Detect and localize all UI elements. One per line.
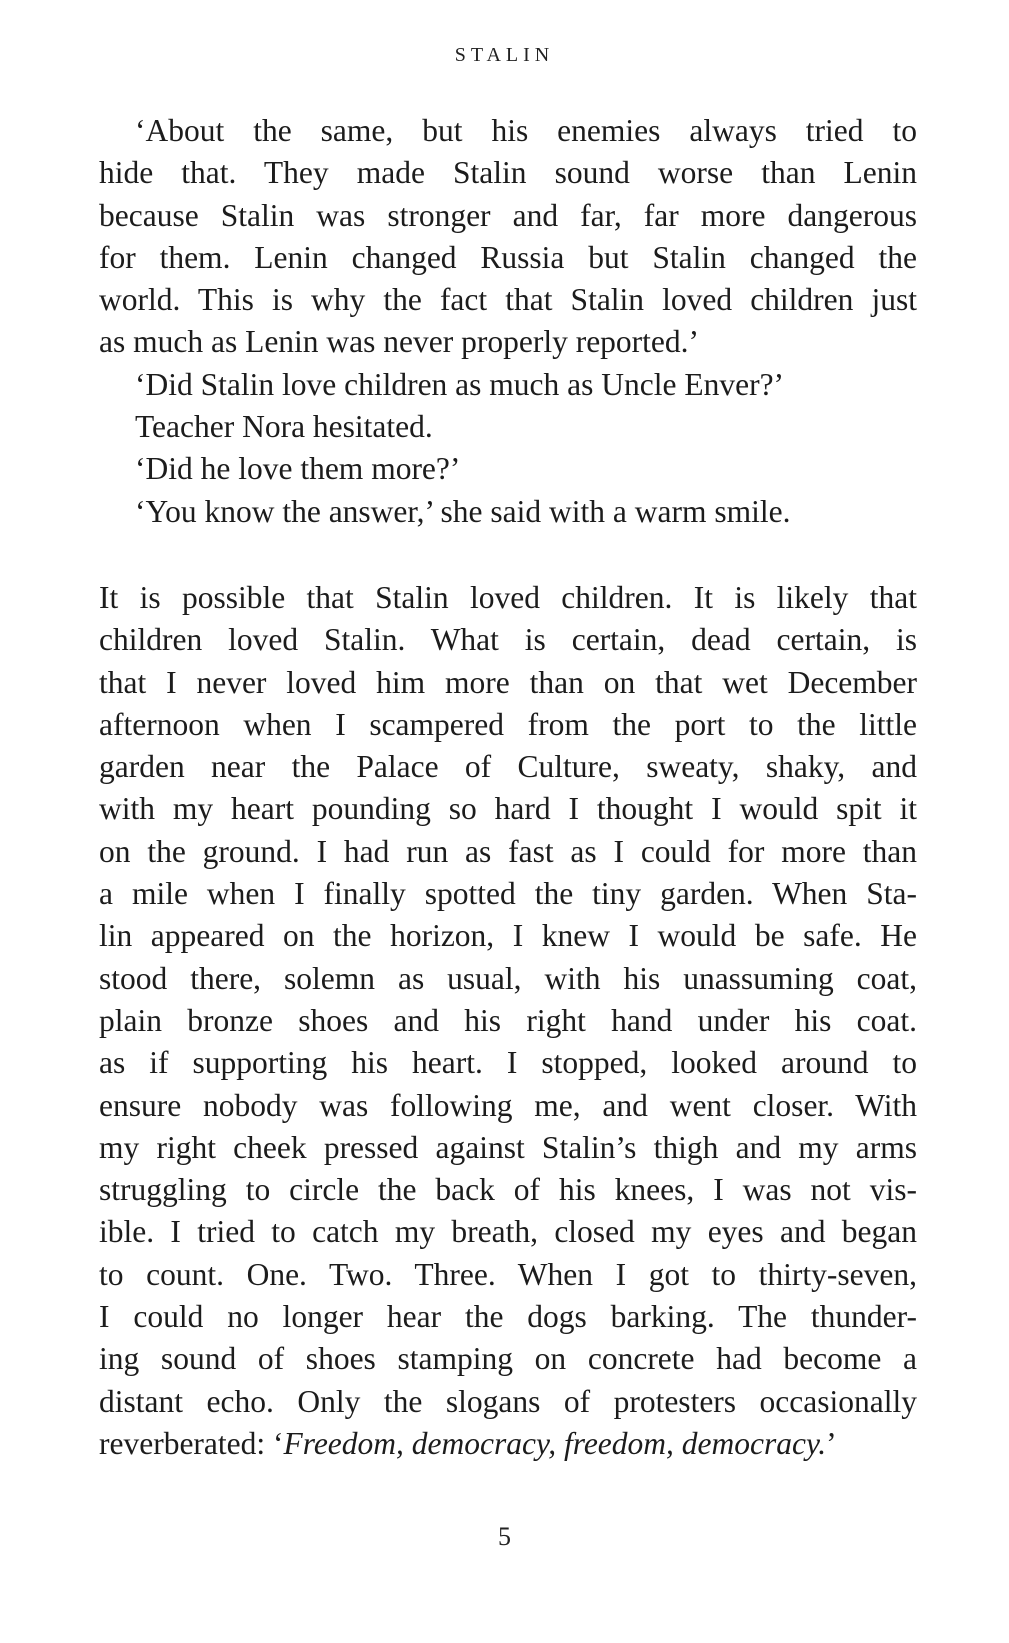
text-line: as much as Lenin was never properly reported.’ [99, 324, 700, 360]
text-line: It is possible that Stalin loved children. It is likely that [99, 580, 917, 615]
final-text-line [99, 1423, 917, 1465]
page-number: 5 [498, 1522, 511, 1551]
text-line: my right cheek pressed against Stalin’s thigh and my arms [99, 1129, 917, 1165]
final-line-suffix: ’ [826, 1425, 837, 1461]
text-line: that I never loved him more than on that wet December [99, 664, 917, 700]
text-line: world. This is why the fact that Stalin loved children just [99, 282, 917, 318]
text-line: distant echo. Only the slogans of protesters occasionally [99, 1383, 917, 1419]
text-line: ensure nobody was following me, and went closer. With [99, 1087, 917, 1123]
text-line: for them. Lenin changed Russia but Stalin changed the [99, 239, 917, 275]
narrative-paragraph [99, 577, 917, 1465]
text-line: plain bronze shoes and his right hand under his coat. [99, 1002, 917, 1038]
text-line: afternoon when I scampered from the port to the little [99, 706, 917, 742]
dialogue-passage [99, 110, 917, 533]
text-line: lin appeared on the horizon, I knew I would be safe. He [99, 918, 917, 954]
text-line: ‘Did Stalin love children as much as Uncle Enver?’ [135, 366, 785, 402]
text-line: struggling to circle the back of his knees, I was not vis- [99, 1172, 917, 1208]
text-line: I could no longer hear the dogs barking. The thunder- [99, 1299, 917, 1335]
text-line: because Stalin was stronger and far, far more dangerous [99, 197, 917, 233]
running-head: STALIN [454, 44, 555, 66]
text-line: to count. One. Two. Three. When I got to thirty-seven, [99, 1256, 917, 1292]
text-line: ‘You know the answer,’ she said with a warm smile. [135, 493, 791, 529]
text-line: on the ground. I had run as fast as I could for more than [99, 833, 917, 869]
text-line: Teacher Nora hesitated. [135, 409, 433, 445]
text-line: ‘About the same, but his enemies always tried to [135, 113, 917, 148]
protest-slogan: Freedom, democracy, freedom, democracy. [283, 1425, 827, 1461]
text-line: stood there, solemn as usual, with his unassuming coat, [99, 960, 917, 996]
text-line: as if supporting his heart. I stopped, looked around to [99, 1045, 917, 1081]
text-line: hide that. They made Stalin sound worse than Lenin [99, 155, 917, 191]
text-line: children loved Stalin. What is certain, dead certain, is [99, 622, 917, 658]
final-line-prefix: reverberated: ‘ [99, 1425, 284, 1461]
text-line: ‘Did he love them more?’ [135, 451, 461, 487]
text-line: ible. I tried to catch my breath, closed my eyes and began [99, 1214, 917, 1250]
text-line: ing sound of shoes stamping on concrete had become a [99, 1341, 917, 1377]
text-line: garden near the Palace of Culture, sweaty, shaky, and [99, 749, 917, 785]
text-line: a mile when I finally spotted the tiny garden. When Sta- [99, 876, 917, 912]
text-line: with my heart pounding so hard I thought I would spit it [99, 791, 917, 827]
